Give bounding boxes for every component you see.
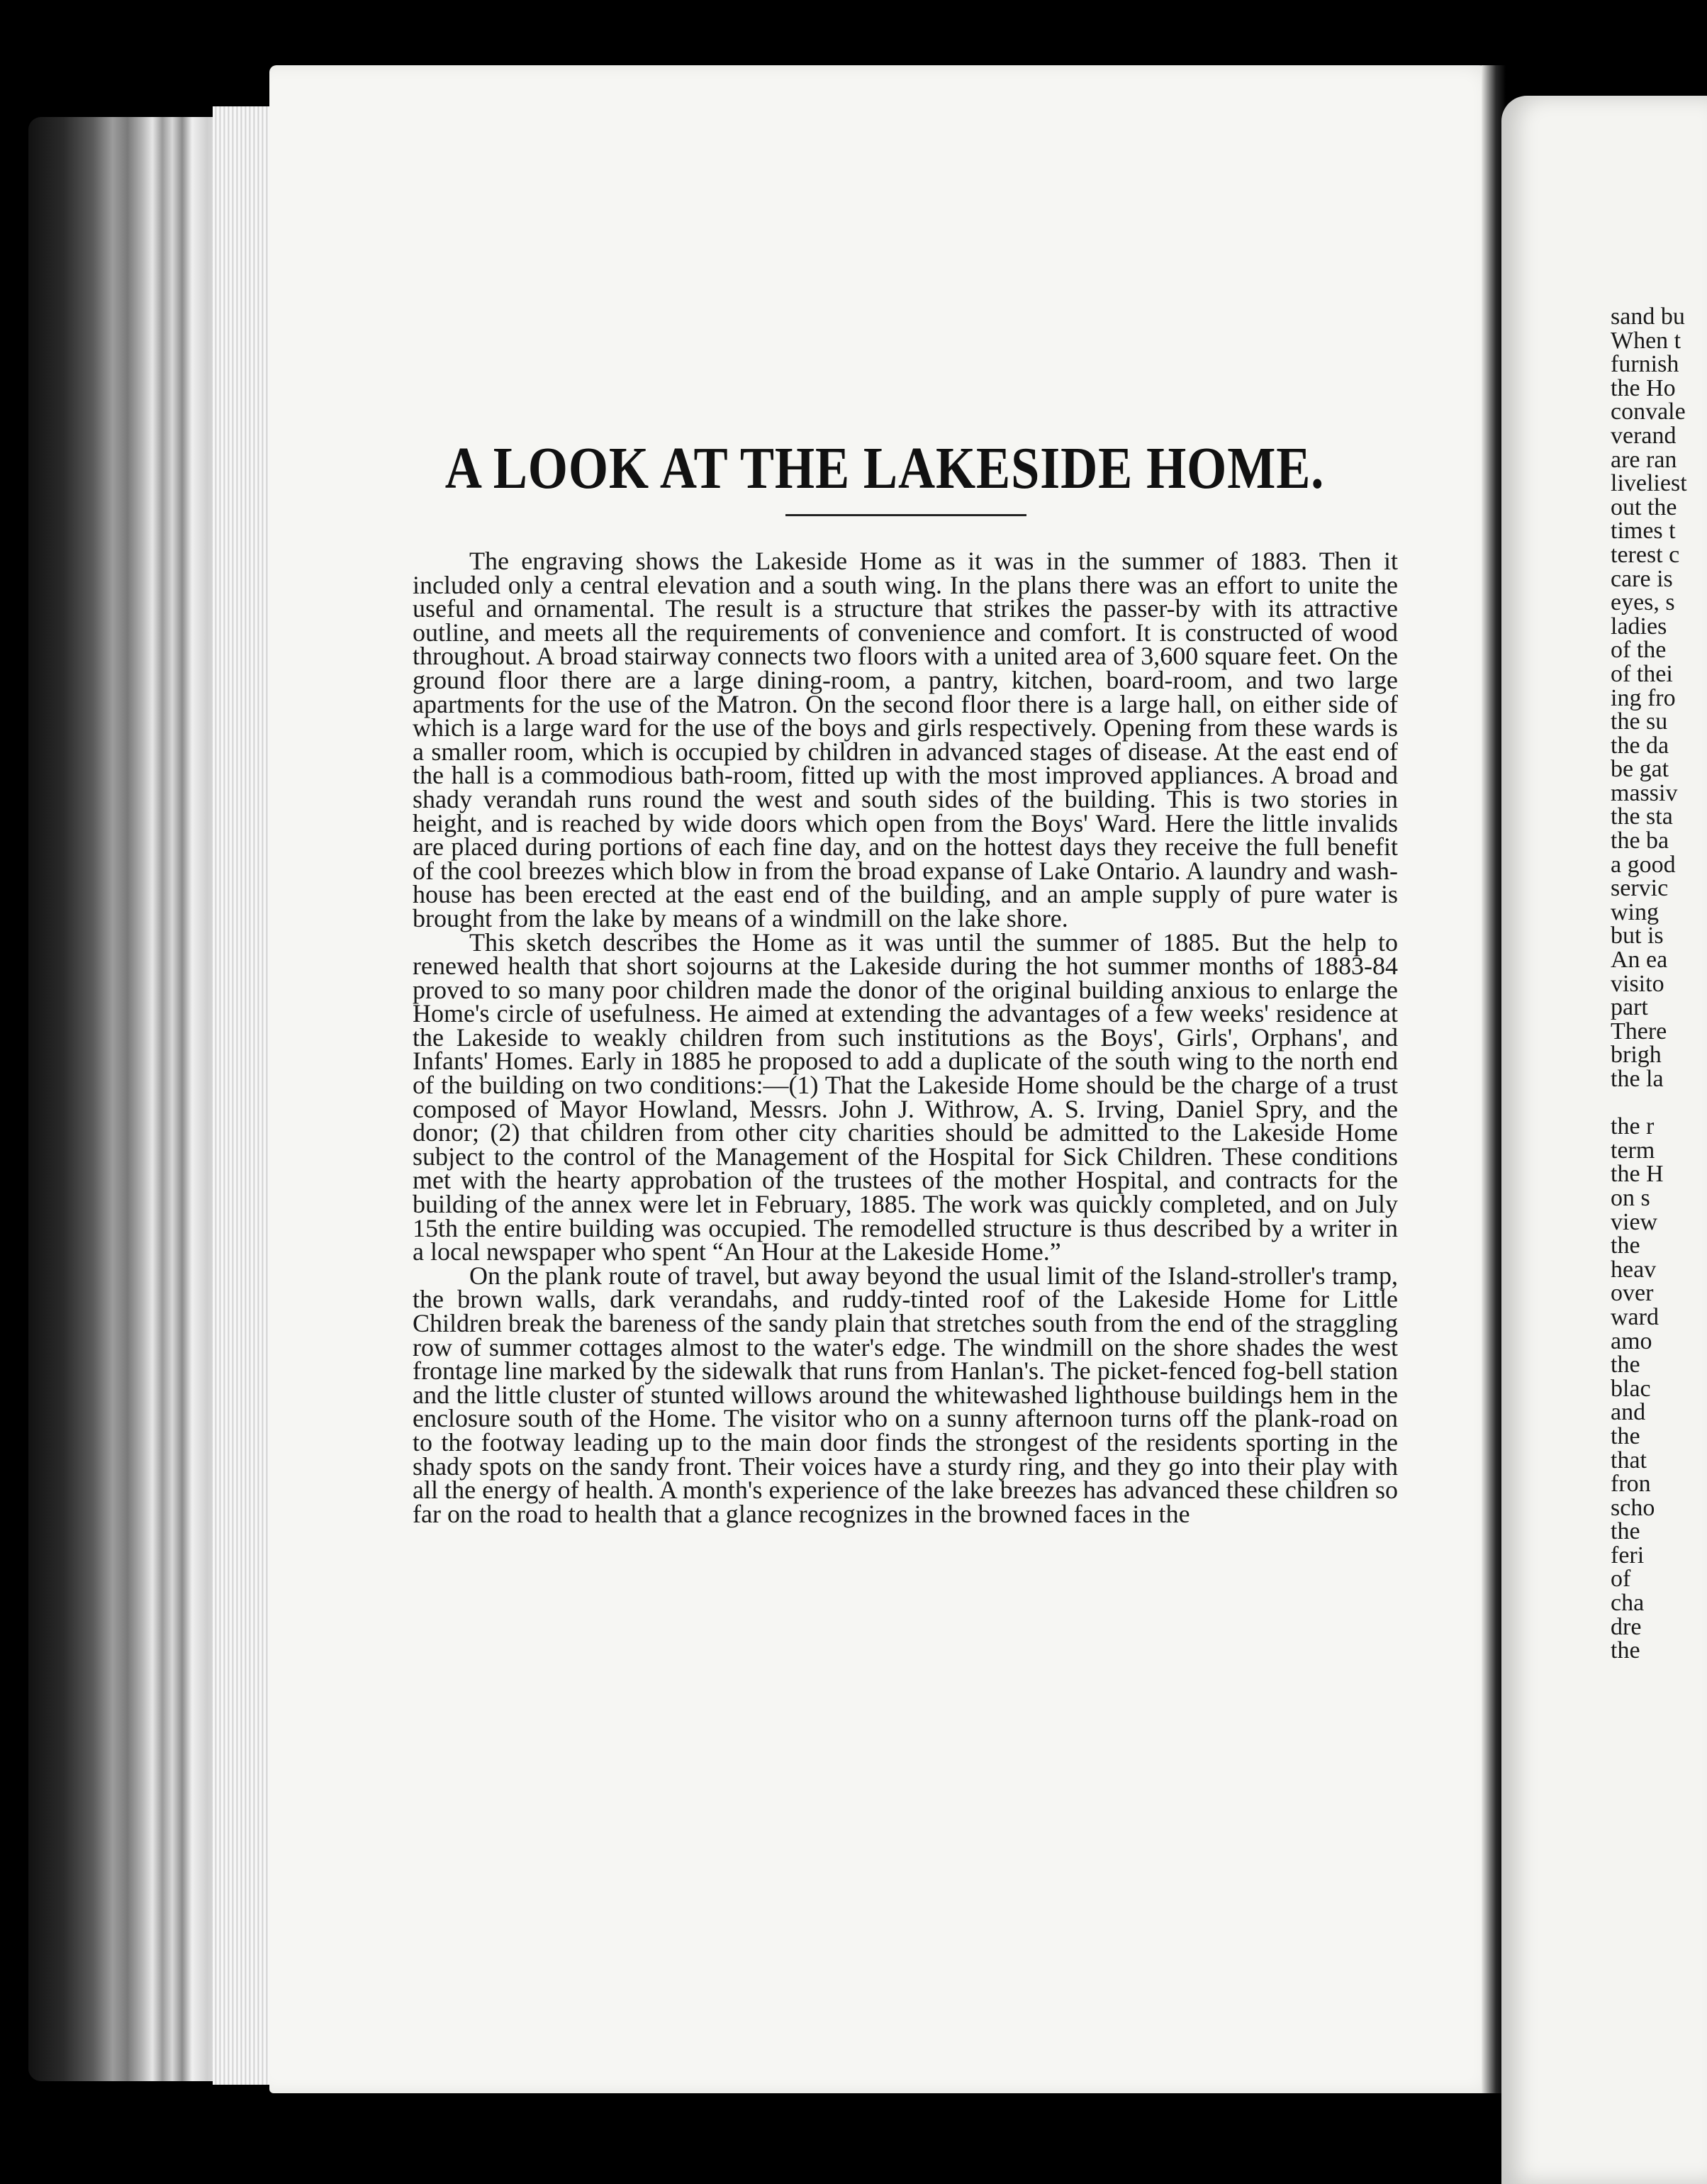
facing-page-line: of thei xyxy=(1611,660,1673,687)
facing-page-line: brigh xyxy=(1611,1042,1662,1069)
paragraph-3: On the plank route of travel, but away beyond the usual limit of the Island-stroller's tramp, the brown walls, dark verandahs, and ruddy-tinted roof of the Lakeside Home for Little Children break the bareness of the sandy plain that stretches south from the end of the straggling row of summer cottages almost to the water's edge. The windmill on the shore shades the west frontage line marked by the sidewalk that runs from Hanlan's. The picket-fenced fog-bell station and the little cluster of stunted willows around the whitewashed lighthouse buildings hem in the enclosure south of the Home. The visitor who on a sunny afternoon turns off the plank-road on to the footway leading up to the main door finds the strongest of the residents sporting in the shady spots on the sandy front. Their voices have a sturdy ring, and they go into their play with all the energy of health. A month's experience of the lake breezes has advanced these children so far on the road to health that a glance recognizes in the browned faces in the xyxy=(413,1261,1398,1528)
facing-page-line: the r xyxy=(1611,1113,1655,1140)
facing-page-line: the xyxy=(1611,1352,1640,1378)
facing-page-line: fron xyxy=(1611,1471,1651,1498)
paragraph-1: The engraving shows the Lakeside Home as it was in the summer of 1883. Then it included only a central elevation and a south wing. In the plans there was an effort to unite the useful and ornamental. The result is a structure that strikes the passer-by with its attractive outline, and meets all the requirements of convenience and comfort. It is constructed of wood throughout. A broad stairway connects two floors with a united area of 3,600 square feet. On the ground floor there are a large dining-room, a pantry, kitchen, board-room, and two large apartments for the use of the Matron. On the second floor there is a large hall, on either side of which is a large ward for the use of the boys and girls respectively. Opening from these wards is a smaller room, which is occupied by children in advanced stages of disease. At the east end of the hall is a commodious bath-room, fitted up with the most improved appliances. A broad and shady verandah runs round the west and south sides of the building. This is two stories in height, and is reached by wide doors which open from the Boys' Ward. Here the little invalids are placed during portions of each fine day, and on the hottest days they receive the full benefit of the cool breezes which blow in from the broad expanse of Lake Ontario. A laundry and wash-house has been erected at the east end of the building, and an ample supply of pure water is brought from the lake by means of a windmill on the lake shore. xyxy=(413,547,1398,932)
facing-page-line: furnish xyxy=(1611,351,1679,378)
facing-page-line: term xyxy=(1611,1137,1655,1164)
facing-page-line: and xyxy=(1611,1399,1646,1426)
facing-page-line: amo xyxy=(1611,1327,1652,1354)
facing-page-line: liveliest xyxy=(1611,470,1687,497)
facing-page-line: out the xyxy=(1611,494,1677,520)
article-body xyxy=(413,547,1398,1528)
facing-page-line: There xyxy=(1611,1018,1667,1044)
facing-page-line: scho xyxy=(1611,1494,1655,1521)
facing-page-line xyxy=(1611,1091,1707,1115)
facing-page-line: the la xyxy=(1611,1066,1664,1092)
facing-page-line: the da xyxy=(1611,732,1669,759)
title-rule xyxy=(785,514,1026,516)
facing-page-line: the xyxy=(1611,1232,1640,1259)
paragraph-2: This sketch describes the Home as it was until the summer of 1885. But the help to renewed health that short sojourns at the Lakeside during the hot summer months of 1883-84 proved to so many poor children made the donor of the original building anxious to enlarge the Home's circle of usefulness. He aimed at extending the advantages of a few weeks' residence at the Lakeside to weakly children from such institutions as the Boys', Girls', Orphans', and Infants' Homes. Early in 1885 he proposed to add a duplicate of the south wing to the north end of the building on two conditions:—(1) That the Lakeside Home should be the charge of a trust composed of Mayor Howland, Messrs. John J. Withrow, A. S. Irving, Daniel Spry, and the donor; (2) that children from other city charities should be admitted to the Lakeside Home subject to the control of the Management of the Hospital for Sick Children. These conditions met with the hearty approbation of the trustees of the mother Hospital, and contracts for the building of the annex were let in February, 1885. The work was quickly completed, and on July 15th the entire building was occupied. The remodelled structure is thus described by a writer in a local newspaper who spent “An Hour at the Lakeside Home.” xyxy=(413,927,1398,1266)
facing-page-line: times t xyxy=(1611,518,1676,545)
facing-page-line: part xyxy=(1611,994,1648,1021)
facing-page-line: dre xyxy=(1611,1613,1642,1640)
facing-page-line: the xyxy=(1611,1637,1640,1663)
facing-page-line: sand bu xyxy=(1611,305,1685,330)
facing-page-line: servic xyxy=(1611,875,1669,902)
facing-page-line: ward xyxy=(1611,1303,1659,1330)
facing-page-line: the ba xyxy=(1611,828,1669,854)
facing-page-line: An ea xyxy=(1611,947,1668,974)
facing-page-line: cha xyxy=(1611,1590,1645,1617)
facing-page-line: a good xyxy=(1611,851,1676,878)
facing-page-line: heav xyxy=(1611,1256,1657,1283)
facing-page-line: blac xyxy=(1611,1375,1651,1402)
facing-page-line: on s xyxy=(1611,1184,1650,1211)
facing-page-line: ing fro xyxy=(1611,684,1676,711)
facing-page-line: the H xyxy=(1611,1161,1664,1188)
facing-page-line: massiv xyxy=(1611,779,1678,806)
page-edges xyxy=(213,106,276,2085)
facing-page-line: the su xyxy=(1611,708,1668,735)
facing-page-line: that xyxy=(1611,1447,1647,1473)
facing-page-line: of xyxy=(1611,1566,1631,1593)
facing-page-line: verand xyxy=(1611,422,1677,449)
facing-page-line: the Ho xyxy=(1611,374,1676,401)
facing-page-line: terest c xyxy=(1611,541,1680,568)
facing-page-line: be gat xyxy=(1611,756,1669,783)
facing-page-line: visito xyxy=(1611,970,1664,997)
facing-page-line: but is xyxy=(1611,923,1664,949)
facing-page-line: When t xyxy=(1611,327,1681,354)
facing-page-line: view xyxy=(1611,1208,1658,1235)
facing-page-line: eyes, s xyxy=(1611,589,1675,616)
facing-page-line: ladies xyxy=(1611,613,1667,640)
facing-page-line: convale xyxy=(1611,399,1686,425)
facing-page-line: are ran xyxy=(1611,446,1677,473)
facing-page-line: the sta xyxy=(1611,803,1673,830)
facing-page-line: of the xyxy=(1611,637,1667,664)
facing-page-line: the xyxy=(1611,1518,1640,1545)
facing-page-line: over xyxy=(1611,1280,1654,1307)
facing-page-line: feri xyxy=(1611,1542,1645,1569)
facing-page-line: the xyxy=(1611,1422,1640,1449)
facing-page-line: care is xyxy=(1611,565,1673,592)
facing-page-text xyxy=(1611,305,1707,1663)
article-title: A LOOK AT THE LAKESIDE HOME. xyxy=(444,435,1325,501)
facing-page-line: wing xyxy=(1611,898,1659,925)
